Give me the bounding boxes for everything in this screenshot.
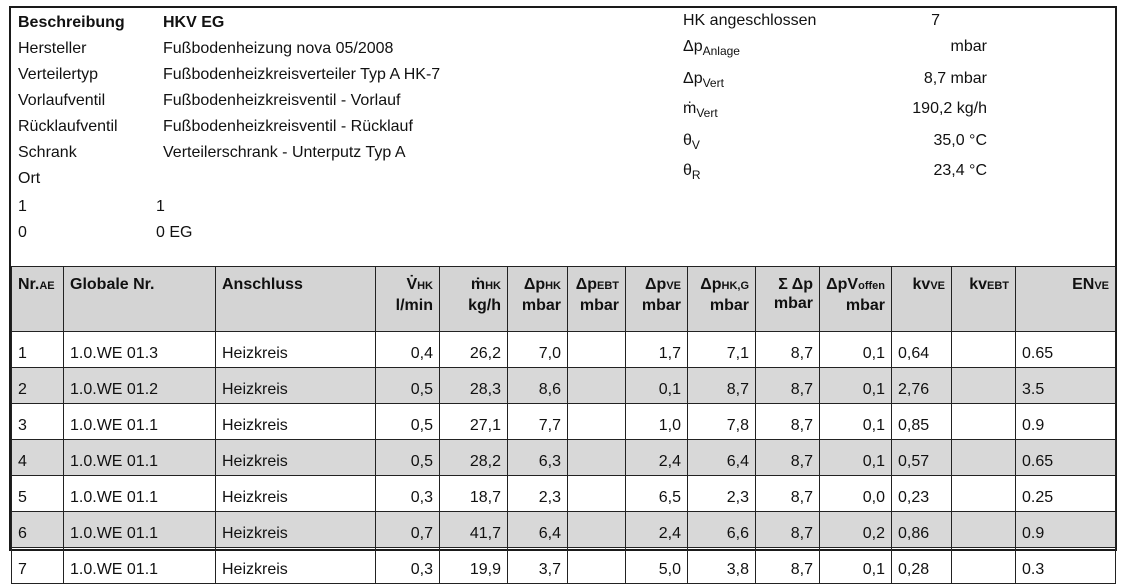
table-cell: Heizkreis <box>216 440 376 476</box>
summary-subscript: Vert <box>702 76 724 90</box>
column-header-subscript: HK <box>485 280 501 292</box>
column-header-subscript: HK,G <box>721 280 749 292</box>
summary-subscript: Vert <box>696 106 718 120</box>
table-cell <box>568 476 626 512</box>
column-header-unit: kg/h <box>468 297 501 314</box>
table-cell: 3,8 <box>688 548 756 584</box>
info-value: HKV EG <box>163 14 225 31</box>
column-header <box>376 267 440 332</box>
column-header-unit: mbar <box>521 297 561 314</box>
column-header-symbol: V̇ <box>406 276 418 293</box>
table-cell: 0,2 <box>820 512 892 548</box>
column-header-subscript: EBT <box>597 280 619 292</box>
table-cell: 2,4 <box>626 512 688 548</box>
table-cell: 0.65 <box>1016 332 1116 368</box>
table-cell <box>952 368 1016 404</box>
summary-label <box>683 70 724 90</box>
info-label: Schrank <box>18 144 77 161</box>
table-cell <box>952 332 1016 368</box>
table-cell: 6,3 <box>508 440 568 476</box>
column-header-symbol: Globale Nr. <box>70 276 155 293</box>
table-cell: 7,0 <box>508 332 568 368</box>
summary-label <box>683 38 740 58</box>
table-cell: 0,0 <box>820 476 892 512</box>
summary-symbol: θ <box>683 162 692 179</box>
column-header-subscript: EBT <box>987 280 1009 292</box>
summary-value: 190,2 kg/h <box>912 100 987 117</box>
table-cell: 0.3 <box>1016 548 1116 584</box>
table-row <box>12 512 1116 548</box>
column-header <box>626 267 688 332</box>
column-header-unit: mbar <box>709 297 749 314</box>
summary-label <box>683 162 701 182</box>
column-header-subscript: VE <box>666 280 681 292</box>
table-cell: 0.25 <box>1016 476 1116 512</box>
table-cell: Heizkreis <box>216 548 376 584</box>
table-cell: 0,57 <box>892 440 952 476</box>
table-cell: 4 <box>12 440 64 476</box>
column-header-subscript: AE <box>39 280 55 292</box>
table-cell: 8,7 <box>688 368 756 404</box>
column-header-unit: mbar <box>641 297 681 314</box>
table-cell: 6,4 <box>508 512 568 548</box>
table-cell: 3 <box>12 404 64 440</box>
info-label: Vorlaufventil <box>18 92 106 109</box>
table-cell: 1.0.WE 01.1 <box>64 548 216 584</box>
summary-symbol: Δp <box>683 38 703 55</box>
table-cell: 0,1 <box>820 404 892 440</box>
table-cell: 2,4 <box>626 440 688 476</box>
summary-subscript: R <box>691 168 701 182</box>
table-cell: 2,76 <box>892 368 952 404</box>
table-cell: 8,7 <box>756 548 820 584</box>
summary-symbol: θ <box>683 132 692 149</box>
table-cell <box>568 332 626 368</box>
summary-label <box>683 132 700 152</box>
summary-label <box>683 12 816 30</box>
table-cell: 0,5 <box>376 368 440 404</box>
table-cell: 6,5 <box>626 476 688 512</box>
info-label: Rücklaufventil <box>18 118 118 135</box>
column-header <box>756 267 820 332</box>
table-cell: 5,0 <box>626 548 688 584</box>
table-cell: 0,3 <box>376 476 440 512</box>
column-header <box>1016 267 1116 332</box>
table-cell: 0,1 <box>820 548 892 584</box>
column-header <box>820 267 892 332</box>
table-cell: 2,3 <box>688 476 756 512</box>
table-cell: Heizkreis <box>216 476 376 512</box>
column-header-symbol: Δp <box>575 276 597 293</box>
summary-value: 7 <box>931 12 940 29</box>
summary-value: 8,7 mbar <box>923 70 987 87</box>
summary-subscript: Anlage <box>702 44 740 58</box>
table-cell: 7,8 <box>688 404 756 440</box>
table-cell: 1.0.WE 01.1 <box>64 404 216 440</box>
column-header-symbol: Δp <box>700 276 722 293</box>
table-cell: 28,2 <box>440 440 508 476</box>
table-cell: 8,7 <box>756 404 820 440</box>
table-cell <box>568 404 626 440</box>
table-cell: 3.5 <box>1016 368 1116 404</box>
table-cell: 0,85 <box>892 404 952 440</box>
table-row <box>12 548 1116 584</box>
table-cell: 26,2 <box>440 332 508 368</box>
table-cell: 0,3 <box>376 548 440 584</box>
column-header-subscript: HK <box>545 280 561 292</box>
info-value: Verteilerschrank - Unterputz Typ A <box>163 144 406 161</box>
column-header-subscript: HK <box>417 280 433 292</box>
table-cell: 3,7 <box>508 548 568 584</box>
table-cell <box>952 512 1016 548</box>
table-cell: 0.65 <box>1016 440 1116 476</box>
table-row <box>12 368 1116 404</box>
table-cell: 1.0.WE 01.1 <box>64 512 216 548</box>
circuit-table <box>11 266 1116 584</box>
column-header-subscript: offen <box>858 280 885 292</box>
info-label: Beschreibung <box>18 14 125 31</box>
table-cell: 0,1 <box>820 440 892 476</box>
table-cell: 0,64 <box>892 332 952 368</box>
table-cell: 2 <box>12 368 64 404</box>
column-header-unit: mbar <box>773 295 813 312</box>
column-header <box>508 267 568 332</box>
column-header-symbol: EN <box>1072 276 1095 293</box>
summary-value: 35,0 °C <box>933 132 987 149</box>
location-code: 1 <box>18 198 27 215</box>
column-header-unit: mbar <box>845 297 885 314</box>
summary-subscript: V <box>691 138 700 152</box>
table-cell <box>952 440 1016 476</box>
summary-symbol: HK angeschlossen <box>683 12 817 29</box>
table-cell: 0,4 <box>376 332 440 368</box>
table-cell: 8,7 <box>756 368 820 404</box>
table-row <box>12 440 1116 476</box>
column-header <box>952 267 1016 332</box>
summary-value: 23,4 °C <box>933 162 987 179</box>
table-cell: 0.9 <box>1016 404 1116 440</box>
table-cell <box>568 368 626 404</box>
column-header <box>12 267 64 332</box>
table-row <box>12 332 1116 368</box>
info-value: Fußbodenheizkreisventil - Rücklauf <box>163 118 413 135</box>
table-cell: 8,7 <box>756 332 820 368</box>
table-cell: 0,28 <box>892 548 952 584</box>
table-cell: 6 <box>12 512 64 548</box>
table-cell: 0,23 <box>892 476 952 512</box>
table-cell <box>568 440 626 476</box>
column-header-unit: l/min <box>395 297 433 314</box>
info-value: Fußbodenheizkreisventil - Vorlauf <box>163 92 401 109</box>
info-value: Fußbodenheizung nova 05/2008 <box>163 40 394 57</box>
table-cell: 0,5 <box>376 404 440 440</box>
table-cell: 1,7 <box>626 332 688 368</box>
column-header-subscript: VE <box>1094 280 1109 292</box>
column-header-symbol: ΔpV <box>826 276 859 293</box>
info-label: Ort <box>18 170 41 187</box>
column-header <box>568 267 626 332</box>
table-cell: 7 <box>12 548 64 584</box>
column-header <box>892 267 952 332</box>
column-header <box>688 267 756 332</box>
location-name: 0 EG <box>156 224 193 241</box>
table-header-row <box>12 267 1116 332</box>
location-code: 0 <box>18 224 27 241</box>
table-cell: 2,3 <box>508 476 568 512</box>
table-cell: 27,1 <box>440 404 508 440</box>
table-cell: 0,1 <box>626 368 688 404</box>
column-header-symbol: Σ Δp <box>778 276 813 293</box>
table-cell: 7,7 <box>508 404 568 440</box>
table-cell: Heizkreis <box>216 368 376 404</box>
column-header <box>64 267 216 332</box>
column-header-symbol: Δp <box>645 276 667 293</box>
table-row <box>12 476 1116 512</box>
table-cell: 0,86 <box>892 512 952 548</box>
table-cell: 19,9 <box>440 548 508 584</box>
table-cell <box>952 404 1016 440</box>
summary-value: mbar <box>950 38 987 55</box>
table-cell: 18,7 <box>440 476 508 512</box>
table-cell: 1.0.WE 01.1 <box>64 476 216 512</box>
column-header <box>216 267 376 332</box>
info-value: Fußbodenheizkreisverteiler Typ A HK-7 <box>163 66 441 83</box>
location-name: 1 <box>156 198 165 215</box>
table-cell: 5 <box>12 476 64 512</box>
info-label: Hersteller <box>18 40 87 57</box>
table-cell <box>952 548 1016 584</box>
table-cell: 6,4 <box>688 440 756 476</box>
table-cell <box>568 512 626 548</box>
table-cell: 1 <box>12 332 64 368</box>
column-header-symbol: kv <box>969 276 987 293</box>
table-cell: 7,1 <box>688 332 756 368</box>
table-cell: 0.9 <box>1016 512 1116 548</box>
column-header-symbol: Δp <box>523 276 546 293</box>
table-cell: 1.0.WE 01.2 <box>64 368 216 404</box>
table-cell <box>952 476 1016 512</box>
summary-symbol: ṁ <box>683 100 697 117</box>
table-cell: 41,7 <box>440 512 508 548</box>
table-cell: 1.0.WE 01.1 <box>64 440 216 476</box>
table-cell: 8,7 <box>756 476 820 512</box>
table-cell: 8,6 <box>508 368 568 404</box>
info-section <box>11 8 1115 266</box>
column-header-symbol: Anschluss <box>222 276 303 293</box>
column-header-subscript: VE <box>930 280 945 292</box>
table-cell: 0,5 <box>376 440 440 476</box>
table-cell: Heizkreis <box>216 332 376 368</box>
table-cell: 6,6 <box>688 512 756 548</box>
table-cell: 0,7 <box>376 512 440 548</box>
column-header-unit: mbar <box>579 297 619 314</box>
column-header-symbol: ṁ <box>470 276 486 293</box>
table-cell: 0,1 <box>820 332 892 368</box>
table-cell: 28,3 <box>440 368 508 404</box>
table-cell: Heizkreis <box>216 404 376 440</box>
table-row <box>12 404 1116 440</box>
table-cell: 8,7 <box>756 512 820 548</box>
table-cell <box>568 548 626 584</box>
summary-symbol: Δp <box>683 70 703 87</box>
table-cell: Heizkreis <box>216 512 376 548</box>
column-header-symbol: Nr. <box>18 276 40 293</box>
distributor-datasheet <box>9 6 1117 578</box>
table-cell: 1.0.WE 01.3 <box>64 332 216 368</box>
table-cell: 1,0 <box>626 404 688 440</box>
table-cell: 0,1 <box>820 368 892 404</box>
column-header <box>440 267 508 332</box>
summary-label <box>683 100 718 120</box>
info-label: Verteilertyp <box>18 66 99 83</box>
table-cell: 8,7 <box>756 440 820 476</box>
column-header-symbol: kv <box>912 276 931 293</box>
